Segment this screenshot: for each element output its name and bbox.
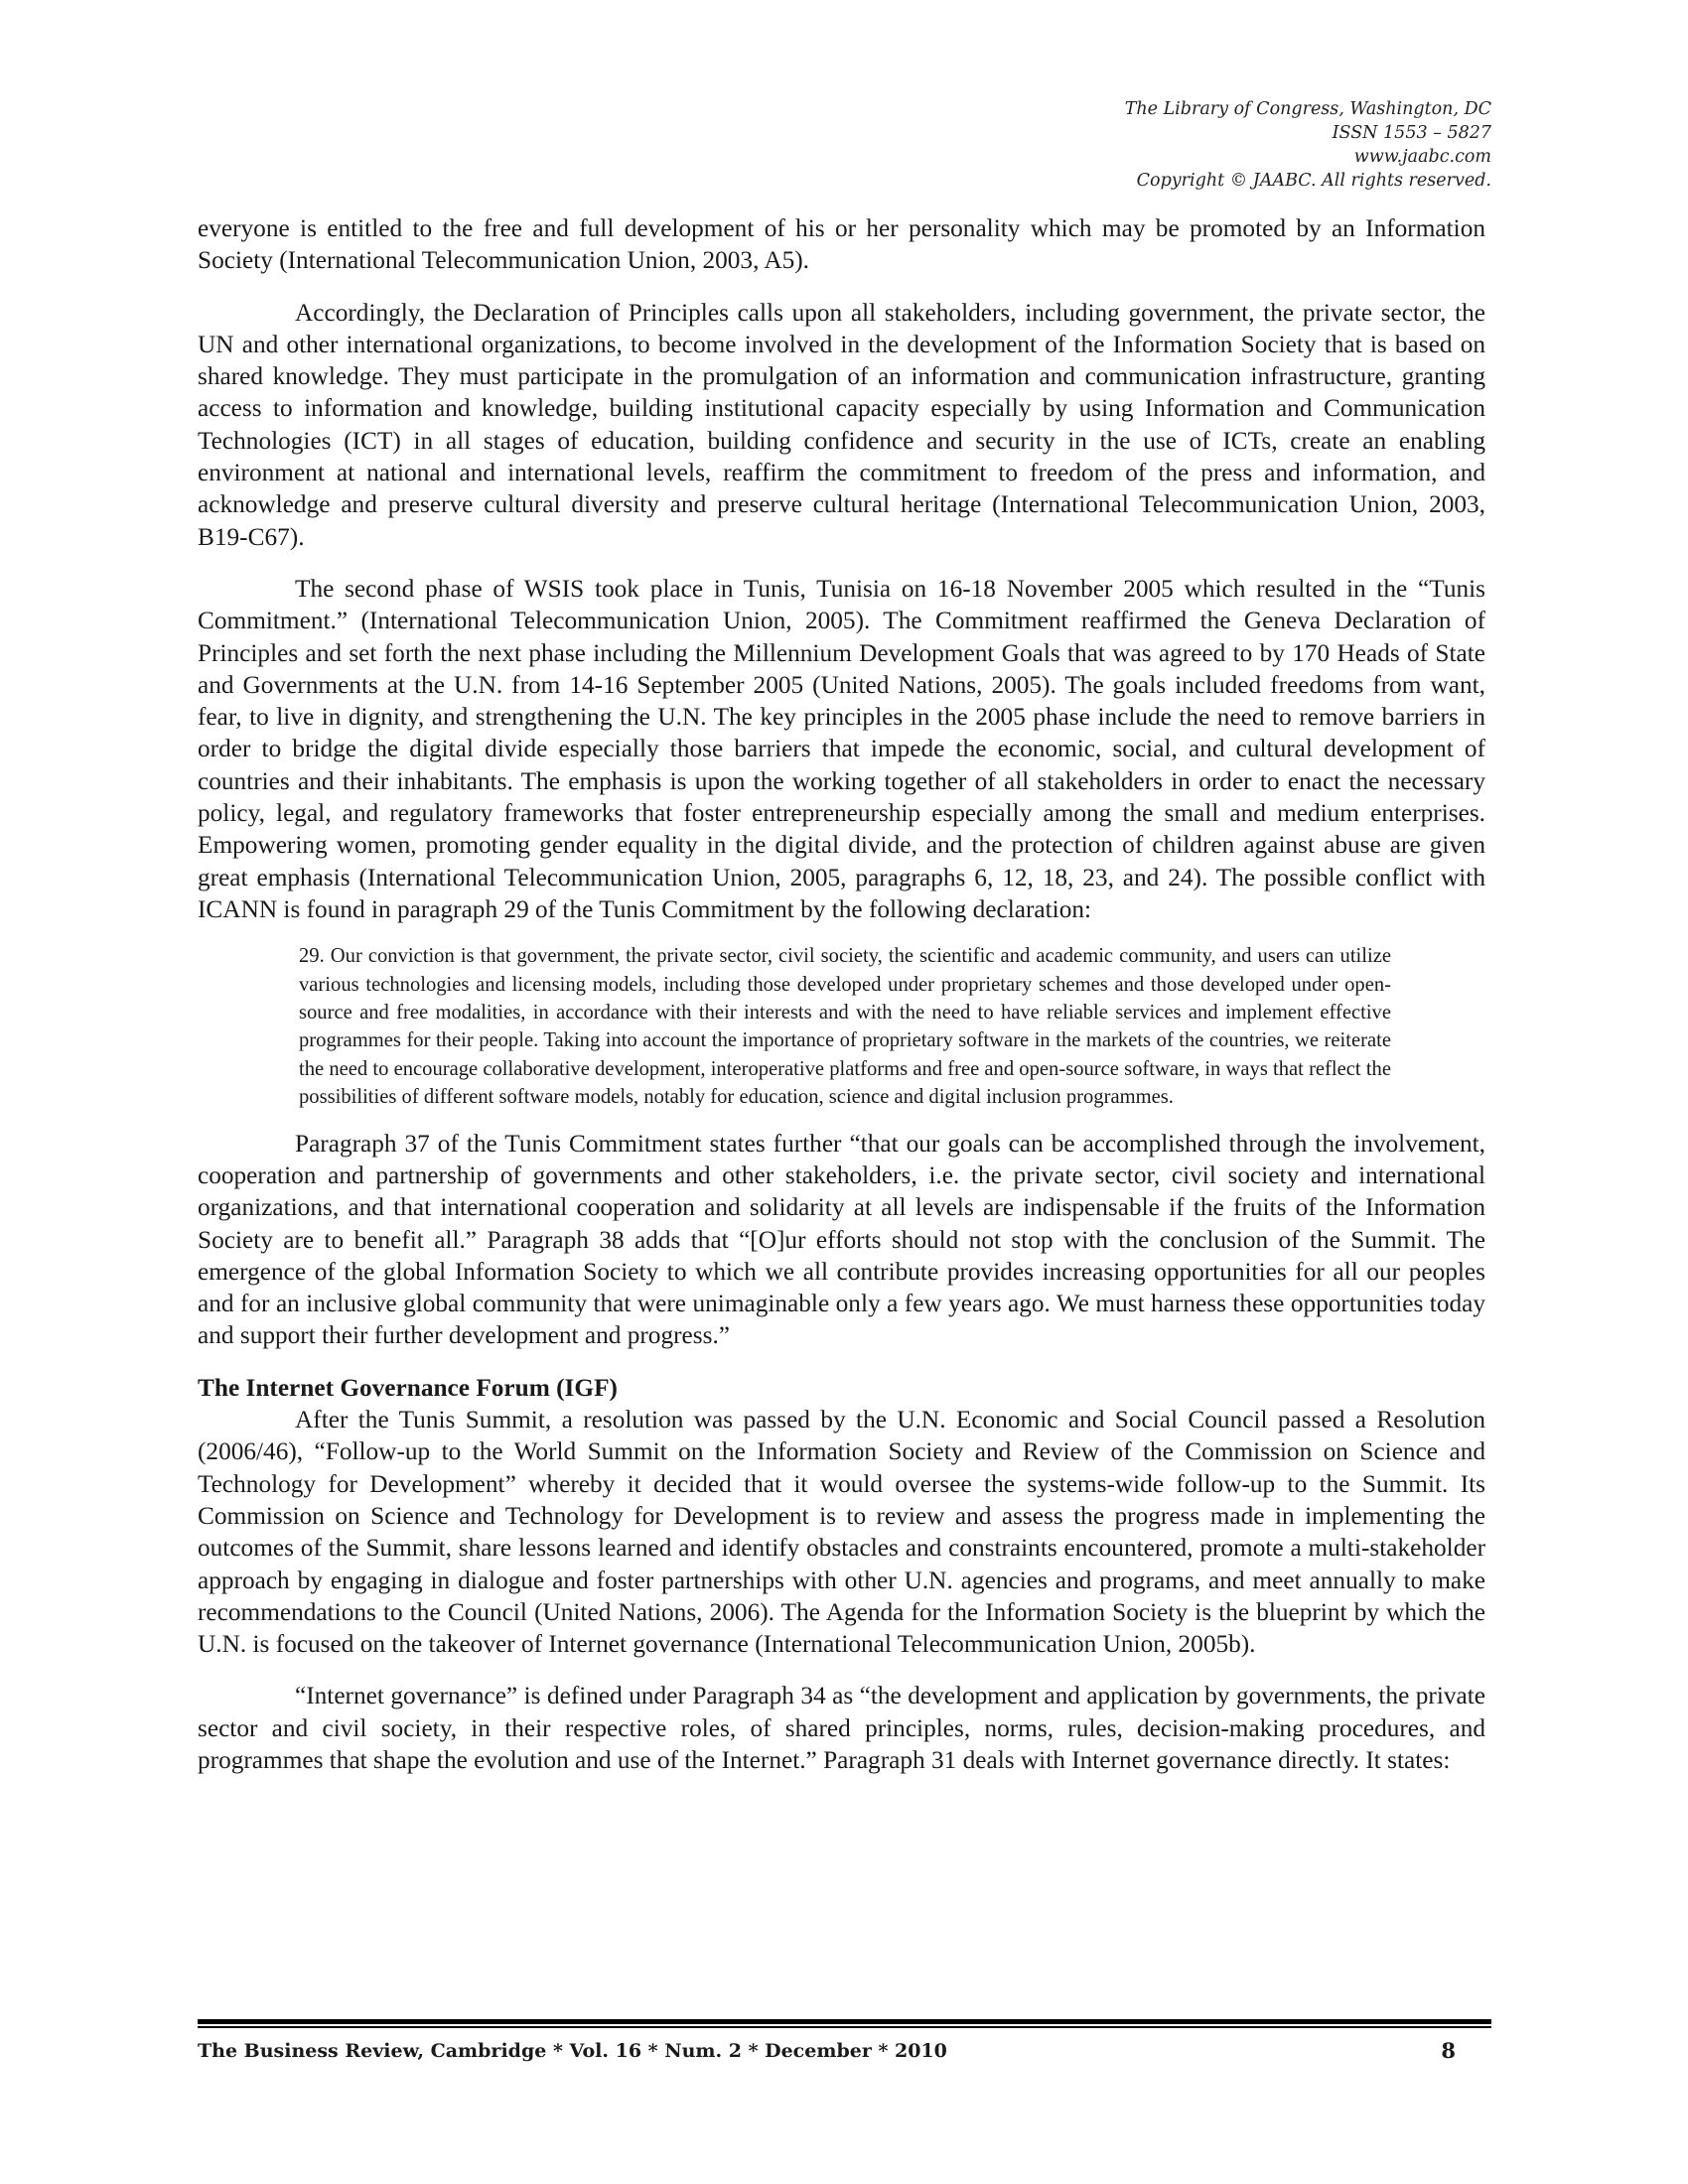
journal-header [796,97,1491,193]
paragraph-second-phase-wsis: The second phase of WSIS took place in Tunis, Tunisia on 16-18 November 2005 which resulted in the “Tunis Commitment.” (International Telecommunication Union, 2005). The Commitment reaffirmed the Geneva Declaration of Principles and set forth the next phase including the Millennium Development Goals that was agreed to by 170 Heads of State and Governments at the U.N. from 14-16 September 2005 (United Nations, 2005). The goals included freedoms from want, fear, to live in dignity, and strengthening the U.N. The key principles in the 2005 phase include the need to remove barriers in order to bridge the digital divide especially those barriers that impede the economic, social, and cultural development of countries and their inhabitants. The emphasis is upon the working together of all stakeholders in order to enact the necessary policy, legal, and regulatory frameworks that foster entrepreneurship especially among the small and medium enterprises. Empowering women, promoting gender equality in the digital divide, and the protection of children against abuse are given great emphasis (International Telecommunication Union, 2005, paragraphs 6, 12, 18, 23, and 24). The possible conflict with ICANN is found in paragraph 29 of the Tunis Commitment by the following declaration: [198,574,1485,923]
paragraph-continuation: everyone is entitled to the free and full development of his or her personality which may be promoted by an Information Society (International Telecommunication Union, 2003, A5). [198,214,1485,275]
paragraph-internet-governance-definition: “Internet governance” is defined under Paragraph 34 as “the development and application by governments, the private sector and civil society, in their respective roles, of shared principles, norms, rules, decision-making procedures, and programmes that shape the evolution and use of the Internet.” Paragraph 31 deals with Internet governance directly. It states: [198,1682,1485,1775]
footer-thick-rule [198,2019,1491,2024]
article-body [198,212,1485,1776]
paragraph-declaration-principles: Accordingly, the Declaration of Principles calls upon all stakeholders, including government, the private sector, the UN and other international organizations, to become involved in the development of the Information Society that is based on shared knowledge. They must participate in the promulgation of an information and communication infrastructure, granting access to information and knowledge, building institutional capacity especially by using Information and Communication Technologies (ICT) in all stages of education, building confidence and security in the use of ICTs, create an enabling environment at national and international levels, reaffirm the commitment to freedom of the press and information, and acknowledge and preserve cultural diversity and preserve cultural heritage (International Telecommunication Union, 2003, B19-C67). [198,298,1485,551]
paragraph-tunis-37-38: Paragraph 37 of the Tunis Commitment states further “that our goals can be accomplished through the involvement, cooperation and partnership of governments and other stakeholders, i.e. the private sector, civil society and international organizations, and that international cooperation and solidarity at all levels are indispensable if the fruits of the Information Society are to benefit all.” Paragraph 38 adds that “[O]ur efforts should not stop with the conclusion of the Summit. The emergence of the global Information Society to which we all contribute provides increasing opportunities for all our peoples and for an inclusive global community that were unimaginable only a few years ago. We must harness these opportunities today and support their further development and progress.” [198,1129,1485,1350]
header-issn-line: ISSN 1553 – 5827 [1332,123,1491,143]
paragraph-after-tunis-summit: After the Tunis Summit, a resolution was passed by the U.N. Economic and Social Council passed a Resolution (2006/46), “Follow-up to the World Summit on the Information Society and Review of the Commission on Science and Technology for Development” whereby it decided that it would oversee the systems-wide follow-up to the Summit. Its Commission on Science and Technology for Development is to review and assess the progress made in implementing the outcomes of the Summit, share lessons learned and identify obstacles and constraints encountered, promote a multi-stakeholder approach by engaging in dialogue and foster partnerships with other U.N. agencies and programs, and meet annually to make recommendations to the Council (United Nations, 2006). The Agenda for the Information Society is the blueprint by which the U.N. is focused on the takeover of Internet governance (International Telecommunication Union, 2005b). [198,1406,1485,1659]
page-footer [198,2038,1491,2063]
header-library-line: The Library of Congress, Washington, DC [1124,99,1491,119]
footer-journal-citation: The Business Review, Cambridge * Vol. 16 * Num. 2 * December * 2010 [198,2039,947,2062]
section-heading-igf: The Internet Governance Forum (IGF) [198,1373,618,1402]
block-quote-paragraph-29: 29. Our conviction is that government, the private sector, civil society, the scientific and academic community, and users can utilize various technologies and licensing models, including those developed under proprietary schemes and those developed under open-source and free modalities, in accordance with their interests and with the need to have reliable services and implement effective programmes for their people. Taking into account the importance of proprietary software in the markets of the countries, we reiterate the need to encourage collaborative development, interoperative platforms and free and open-source software, in ways that reflect the possibilities of different software models, notably for education, science and digital inclusion programmes. [299,945,1391,1109]
header-copyright-line: Copyright © JAABC. All rights reserved. [1136,171,1491,191]
page-number: 8 [1441,2038,1456,2063]
header-website-line: www.jaabc.com [1353,147,1491,167]
footer-thin-rule [198,2026,1491,2028]
